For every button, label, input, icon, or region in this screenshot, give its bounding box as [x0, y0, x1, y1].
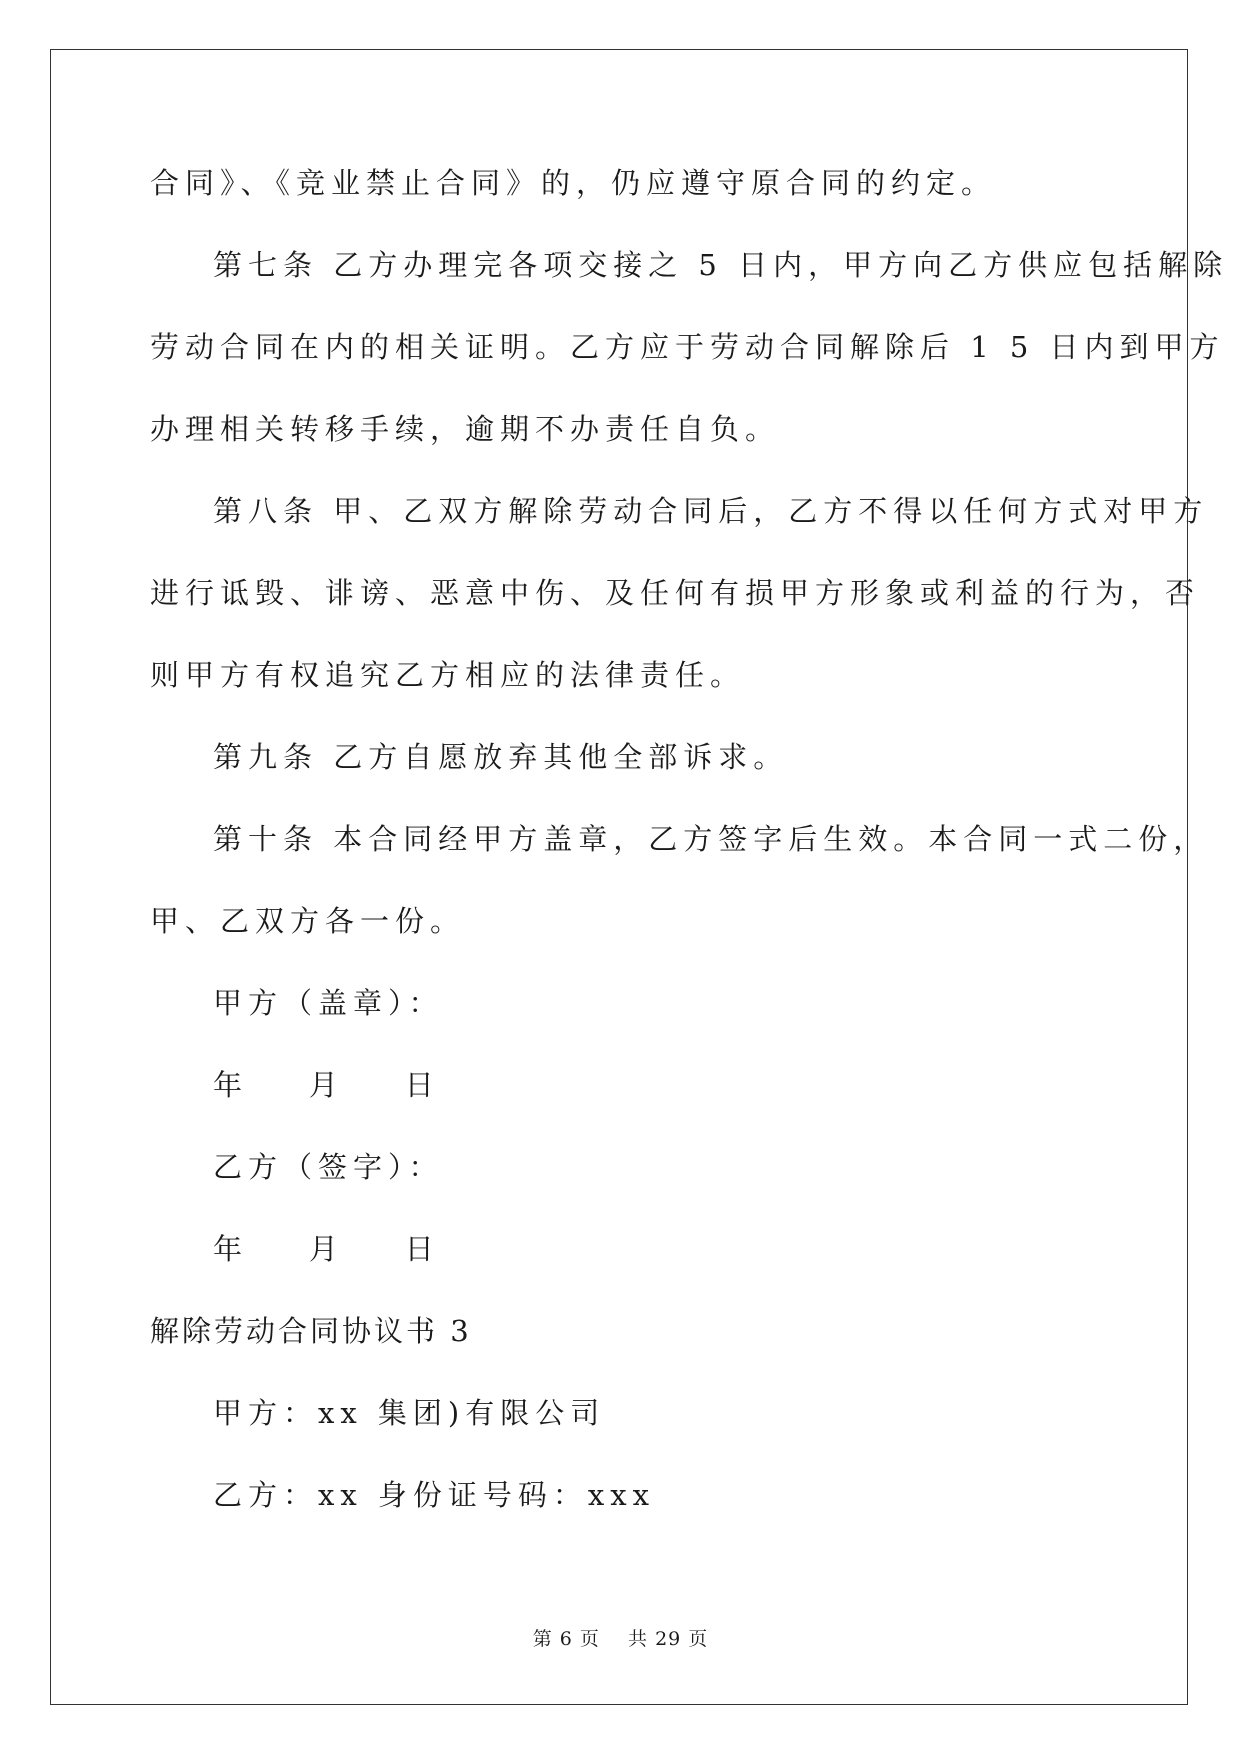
- page-footer: [0, 1624, 1241, 1651]
- party-a-seal-label: 甲方（盖章）：: [213, 986, 444, 1020]
- article-8-line-3: 则甲方有权追究乙方相应的法律责任。: [150, 658, 746, 692]
- article-8-line-1: 第八条 甲、乙双方解除劳动合同后，乙方不得以任何方式对甲方: [213, 494, 1209, 528]
- article-7-line-1: 第七条 乙方办理完各项交接之 5 日内，甲方向乙方供应包括解除: [213, 248, 1229, 282]
- party-b-name-line: 乙方：xx 身份证号码：xxx: [213, 1478, 655, 1512]
- party-b-signature-label: 乙方（签字）：: [213, 1150, 444, 1184]
- article-10-line-2: 甲、乙双方各一份。: [150, 904, 466, 938]
- article-7-line-3: 办理相关转移手续，逾期不办责任自负。: [150, 412, 781, 446]
- page-number-label: 第 6 页 共 29 页: [532, 1628, 709, 1650]
- document-body: [150, 160, 1229, 1554]
- section-heading: 解除劳动合同协议书 3: [150, 1314, 472, 1348]
- article-9-line: 第九条 乙方自愿放弃其他全部诉求。: [213, 740, 789, 774]
- party-b-date-label: 年 月 日: [213, 1232, 440, 1266]
- article-7-line-2: 劳动合同在内的相关证明。乙方应于劳动合同解除后 1 5 日内到甲方: [150, 330, 1225, 364]
- party-a-date-label: 年 月 日: [213, 1068, 440, 1102]
- article-8-line-2: 进行诋毁、诽谤、恶意中伤、及任何有损甲方形象或利益的行为，否: [150, 576, 1201, 610]
- article-10-line-1: 第十条 本合同经甲方盖章，乙方签字后生效。本合同一式二份，: [213, 822, 1209, 856]
- contract-continuation-line: 合同》、《竞业禁止合同》的，仍应遵守原合同的约定。: [150, 166, 997, 200]
- party-a-name-line: 甲方：xx 集团)有限公司: [213, 1396, 606, 1430]
